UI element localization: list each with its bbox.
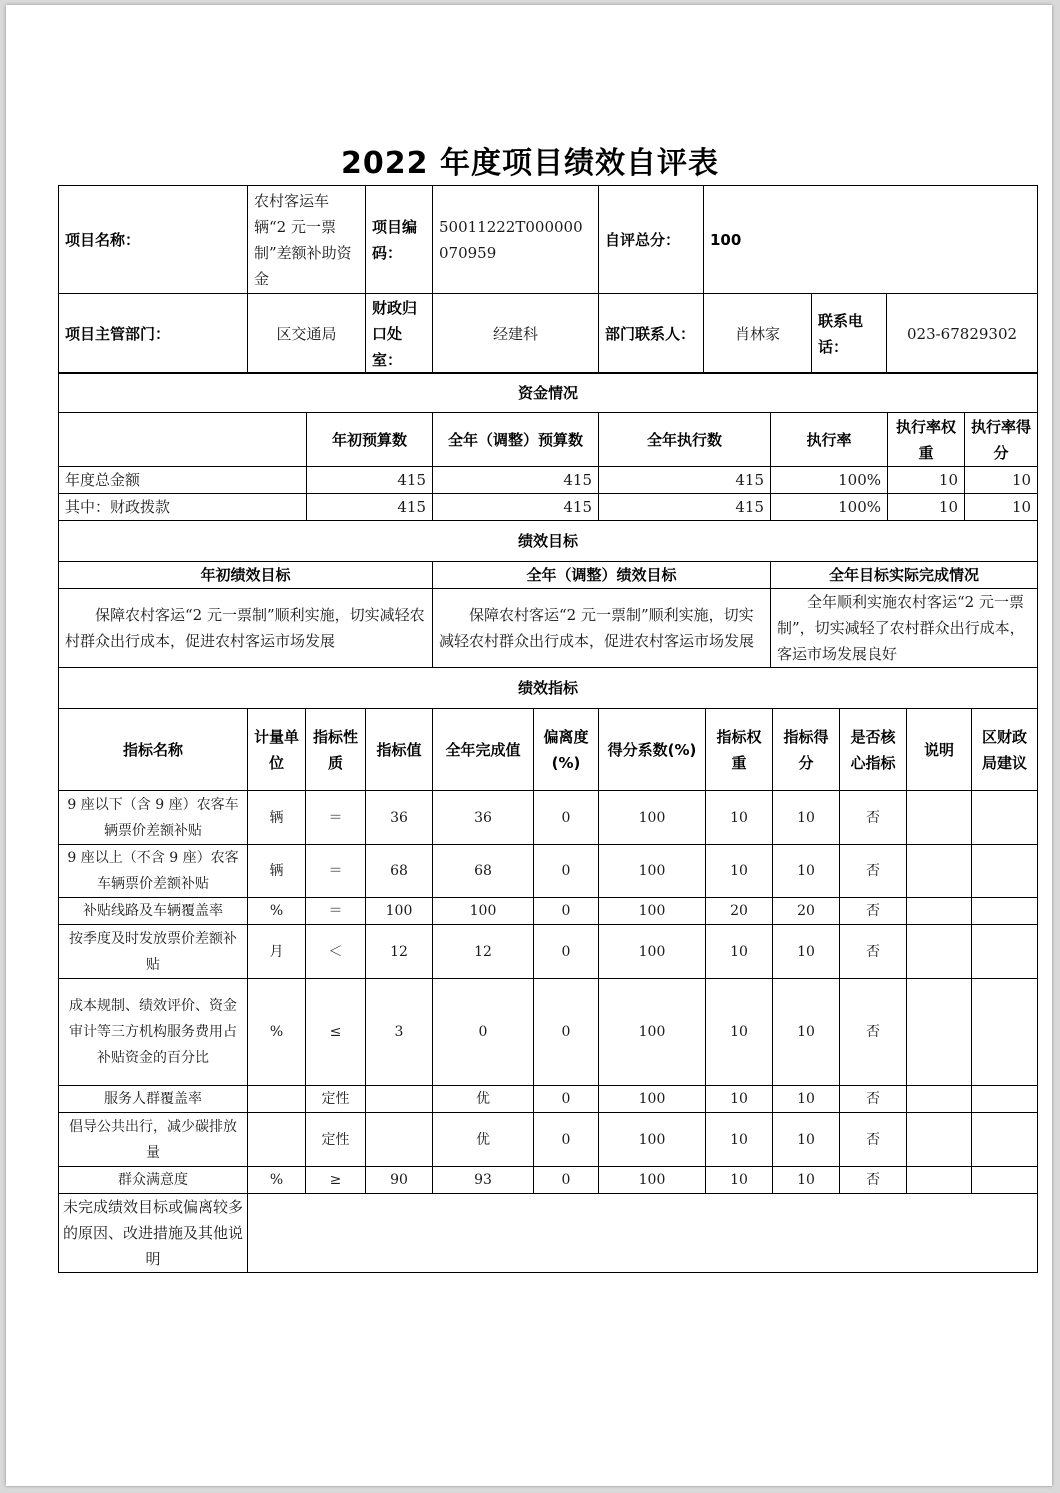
indicator-header: 是否核心指标 xyxy=(840,709,907,791)
indicators-section-title: 绩效指标 xyxy=(59,668,1038,709)
table-cell: 0 xyxy=(534,979,599,1086)
funds-row-label: 其中：财政拨款 xyxy=(59,494,307,521)
table-cell xyxy=(907,1086,972,1113)
note-label: 未完成绩效目标或偏离较多的原因、改进措施及其他说明 xyxy=(59,1194,248,1273)
table-cell: 否 xyxy=(840,925,907,979)
indicator-header: 区财政局建议 xyxy=(972,709,1038,791)
project-name-value: 农村客运车辆“2 元一票制”差额补助资金 xyxy=(248,186,366,294)
table-cell: 90 xyxy=(366,1167,433,1194)
funds-section-title: 资金情况 xyxy=(59,373,1038,413)
indicator-name-cell: 按季度及时发放票价差额补贴 xyxy=(59,925,248,979)
project-code-value: 50011222T000000070959 xyxy=(433,186,599,294)
dept-label: 项目主管部门： xyxy=(59,294,248,374)
funds-header: 执行率权重 xyxy=(888,413,965,467)
dept-value: 区交通局 xyxy=(248,294,366,374)
funds-cell: 10 xyxy=(888,494,965,521)
indicator-header: 指标值 xyxy=(366,709,433,791)
table-cell: 36 xyxy=(366,791,433,845)
table-row xyxy=(59,845,1038,898)
table-cell xyxy=(907,898,972,925)
indicator-name-cell: 群众满意度 xyxy=(59,1167,248,1194)
table-cell: 100 xyxy=(599,979,706,1086)
funds-cell: 100% xyxy=(771,494,888,521)
table-cell: 优 xyxy=(433,1086,534,1113)
table-cell: 月 xyxy=(248,925,306,979)
table-cell xyxy=(366,1113,433,1167)
table-cell xyxy=(972,845,1038,898)
table-cell: 0 xyxy=(534,1086,599,1113)
table-cell xyxy=(972,791,1038,845)
table-cell xyxy=(972,979,1038,1086)
table-cell: 20 xyxy=(706,898,773,925)
indicator-header: 指标权重 xyxy=(706,709,773,791)
goals-header-initial: 年初绩效目标 xyxy=(59,562,433,589)
table-cell: 否 xyxy=(840,791,907,845)
phone-label: 联系电话： xyxy=(812,294,887,374)
table-cell: 10 xyxy=(706,1086,773,1113)
indicator-name-cell: 成本规制、绩效评价、资金审计等三方机构服务费用占补贴资金的百分比 xyxy=(59,979,248,1086)
table-cell xyxy=(907,979,972,1086)
indicator-header: 指标名称 xyxy=(59,709,248,791)
funds-header: 全年（调整）预算数 xyxy=(433,413,599,467)
table-cell: ＝ xyxy=(306,791,366,845)
funds-header-blank xyxy=(59,413,307,467)
funds-row xyxy=(59,467,1038,494)
indicator-header: 得分系数(%) xyxy=(599,709,706,791)
contact-label: 部门联系人： xyxy=(599,294,704,374)
table-cell: % xyxy=(248,1167,306,1194)
table-cell xyxy=(907,925,972,979)
score-label: 自评总分： xyxy=(599,186,704,294)
table-cell: 10 xyxy=(773,925,840,979)
goal-initial-text: 保障农村客运“2 元一票制”顺利实施，切实减轻农村群众出行成本，促进农村客运市场发展 xyxy=(59,589,433,668)
indicators-table xyxy=(58,708,1038,1273)
indicator-header: 说明 xyxy=(907,709,972,791)
funds-header: 全年执行数 xyxy=(599,413,771,467)
table-cell: 10 xyxy=(706,791,773,845)
indicator-rows xyxy=(59,791,1038,1194)
goals-header-actual: 全年目标实际完成情况 xyxy=(771,562,1038,589)
table-cell: 否 xyxy=(840,845,907,898)
table-cell: 10 xyxy=(773,1113,840,1167)
funds-cell: 415 xyxy=(307,494,433,521)
table-cell: ≥ xyxy=(306,1167,366,1194)
table-cell: 0 xyxy=(534,925,599,979)
table-cell: ＝ xyxy=(306,845,366,898)
funds-header: 年初预算数 xyxy=(307,413,433,467)
indicator-header: 计量单位 xyxy=(248,709,306,791)
funds-cell: 415 xyxy=(433,494,599,521)
table-row xyxy=(59,1167,1038,1194)
table-cell: 36 xyxy=(433,791,534,845)
funds-row xyxy=(59,494,1038,521)
table-cell: 0 xyxy=(534,1167,599,1194)
table-cell: % xyxy=(248,898,306,925)
table-cell: 10 xyxy=(773,979,840,1086)
table-cell: 10 xyxy=(706,925,773,979)
table-row xyxy=(59,925,1038,979)
indicator-header: 指标得分 xyxy=(773,709,840,791)
project-code-label: 项目编码： xyxy=(366,186,433,294)
table-cell: 0 xyxy=(534,898,599,925)
funds-cell: 415 xyxy=(307,467,433,494)
table-cell: 10 xyxy=(773,1167,840,1194)
finance-office-value: 经建科 xyxy=(433,294,599,374)
note-value xyxy=(248,1194,1038,1273)
table-cell: 68 xyxy=(366,845,433,898)
table-cell: 100 xyxy=(599,791,706,845)
table-cell: ＝ xyxy=(306,898,366,925)
table-cell: 100 xyxy=(366,898,433,925)
table-cell: 100 xyxy=(599,1167,706,1194)
table-row xyxy=(59,791,1038,845)
project-info-table xyxy=(58,185,1038,374)
table-row xyxy=(59,979,1038,1086)
indicator-name-cell: 9 座以上（不含 9 座）农客车辆票价差额补贴 xyxy=(59,845,248,898)
indicator-name-cell: 服务人群覆盖率 xyxy=(59,1086,248,1113)
funds-header: 执行率 xyxy=(771,413,888,467)
table-cell: 定性 xyxy=(306,1086,366,1113)
table-cell: 10 xyxy=(706,979,773,1086)
funds-cell: 10 xyxy=(965,494,1038,521)
table-cell xyxy=(972,1086,1038,1113)
table-cell: 93 xyxy=(433,1167,534,1194)
table-cell xyxy=(907,1113,972,1167)
indicator-name-cell: 倡导公共出行，减少碳排放量 xyxy=(59,1113,248,1167)
funds-cell: 415 xyxy=(433,467,599,494)
table-cell: 10 xyxy=(706,845,773,898)
indicator-header: 偏离度(%) xyxy=(534,709,599,791)
table-cell: 否 xyxy=(840,979,907,1086)
table-cell: 否 xyxy=(840,1113,907,1167)
table-row xyxy=(59,1086,1038,1113)
table-cell: 100 xyxy=(599,845,706,898)
table-cell: 否 xyxy=(840,1086,907,1113)
table-row xyxy=(59,1113,1038,1167)
table-cell: 20 xyxy=(773,898,840,925)
page-title: 2022 年度项目绩效自评表 xyxy=(341,146,719,181)
contact-value: 肖林家 xyxy=(704,294,812,374)
table-cell: 10 xyxy=(706,1167,773,1194)
indicator-name-cell: 补贴线路及车辆覆盖率 xyxy=(59,898,248,925)
funds-row-label: 年度总金额 xyxy=(59,467,307,494)
table-cell: 10 xyxy=(773,1086,840,1113)
goal-adjusted-text: 保障农村客运“2 元一票制”顺利实施，切实减轻农村群众出行成本，促进农村客运市场发展 xyxy=(433,589,771,668)
table-cell xyxy=(972,898,1038,925)
phone-value: 023-67829302 xyxy=(887,294,1038,374)
table-row xyxy=(59,898,1038,925)
table-cell: 定性 xyxy=(306,1113,366,1167)
table-cell: 3 xyxy=(366,979,433,1086)
table-cell: ＜ xyxy=(306,925,366,979)
project-name-label: 项目名称： xyxy=(59,186,248,294)
indicator-header: 指标性质 xyxy=(306,709,366,791)
indicator-name-cell: 9 座以下（含 9 座）农客车辆票价差额补贴 xyxy=(59,791,248,845)
funds-cell: 415 xyxy=(599,494,771,521)
table-cell: 68 xyxy=(433,845,534,898)
table-cell: 100 xyxy=(599,1086,706,1113)
funds-cell: 100% xyxy=(771,467,888,494)
indicator-header: 全年完成值 xyxy=(433,709,534,791)
table-cell: 12 xyxy=(366,925,433,979)
table-cell: 100 xyxy=(599,898,706,925)
table-cell: 12 xyxy=(433,925,534,979)
table-cell: 100 xyxy=(599,925,706,979)
table-cell: 0 xyxy=(433,979,534,1086)
goals-header-adjusted: 全年（调整）绩效目标 xyxy=(433,562,771,589)
finance-office-label: 财政归口处室： xyxy=(366,294,433,374)
table-cell xyxy=(907,845,972,898)
table-cell: % xyxy=(248,979,306,1086)
table-cell xyxy=(972,1113,1038,1167)
funds-cell: 10 xyxy=(888,467,965,494)
table-cell: 10 xyxy=(773,845,840,898)
funds-header: 执行率得分 xyxy=(965,413,1038,467)
goal-actual-text: 全年顺利实施农村客运“2 元一票制”，切实减轻了农村群众出行成本，客运市场发展良好 xyxy=(771,589,1038,668)
funds-goals-table xyxy=(58,372,1038,709)
table-cell: 0 xyxy=(534,845,599,898)
table-cell xyxy=(972,925,1038,979)
table-cell: 10 xyxy=(706,1113,773,1167)
table-cell: 0 xyxy=(534,1113,599,1167)
table-cell: 辆 xyxy=(248,845,306,898)
table-cell: 否 xyxy=(840,1167,907,1194)
score-value: 100 xyxy=(704,186,1038,294)
table-cell xyxy=(907,1167,972,1194)
table-cell xyxy=(248,1113,306,1167)
table-cell xyxy=(972,1167,1038,1194)
table-cell: 10 xyxy=(773,791,840,845)
table-cell: 否 xyxy=(840,898,907,925)
table-cell: 100 xyxy=(433,898,534,925)
table-cell xyxy=(366,1086,433,1113)
table-cell: 100 xyxy=(599,1113,706,1167)
table-cell: 优 xyxy=(433,1113,534,1167)
funds-cell: 10 xyxy=(965,467,1038,494)
table-cell: 辆 xyxy=(248,791,306,845)
table-cell: ≤ xyxy=(306,979,366,1086)
funds-cell: 415 xyxy=(599,467,771,494)
table-cell: 0 xyxy=(534,791,599,845)
goals-section-title: 绩效目标 xyxy=(59,521,1038,562)
table-cell xyxy=(907,791,972,845)
table-cell xyxy=(248,1086,306,1113)
